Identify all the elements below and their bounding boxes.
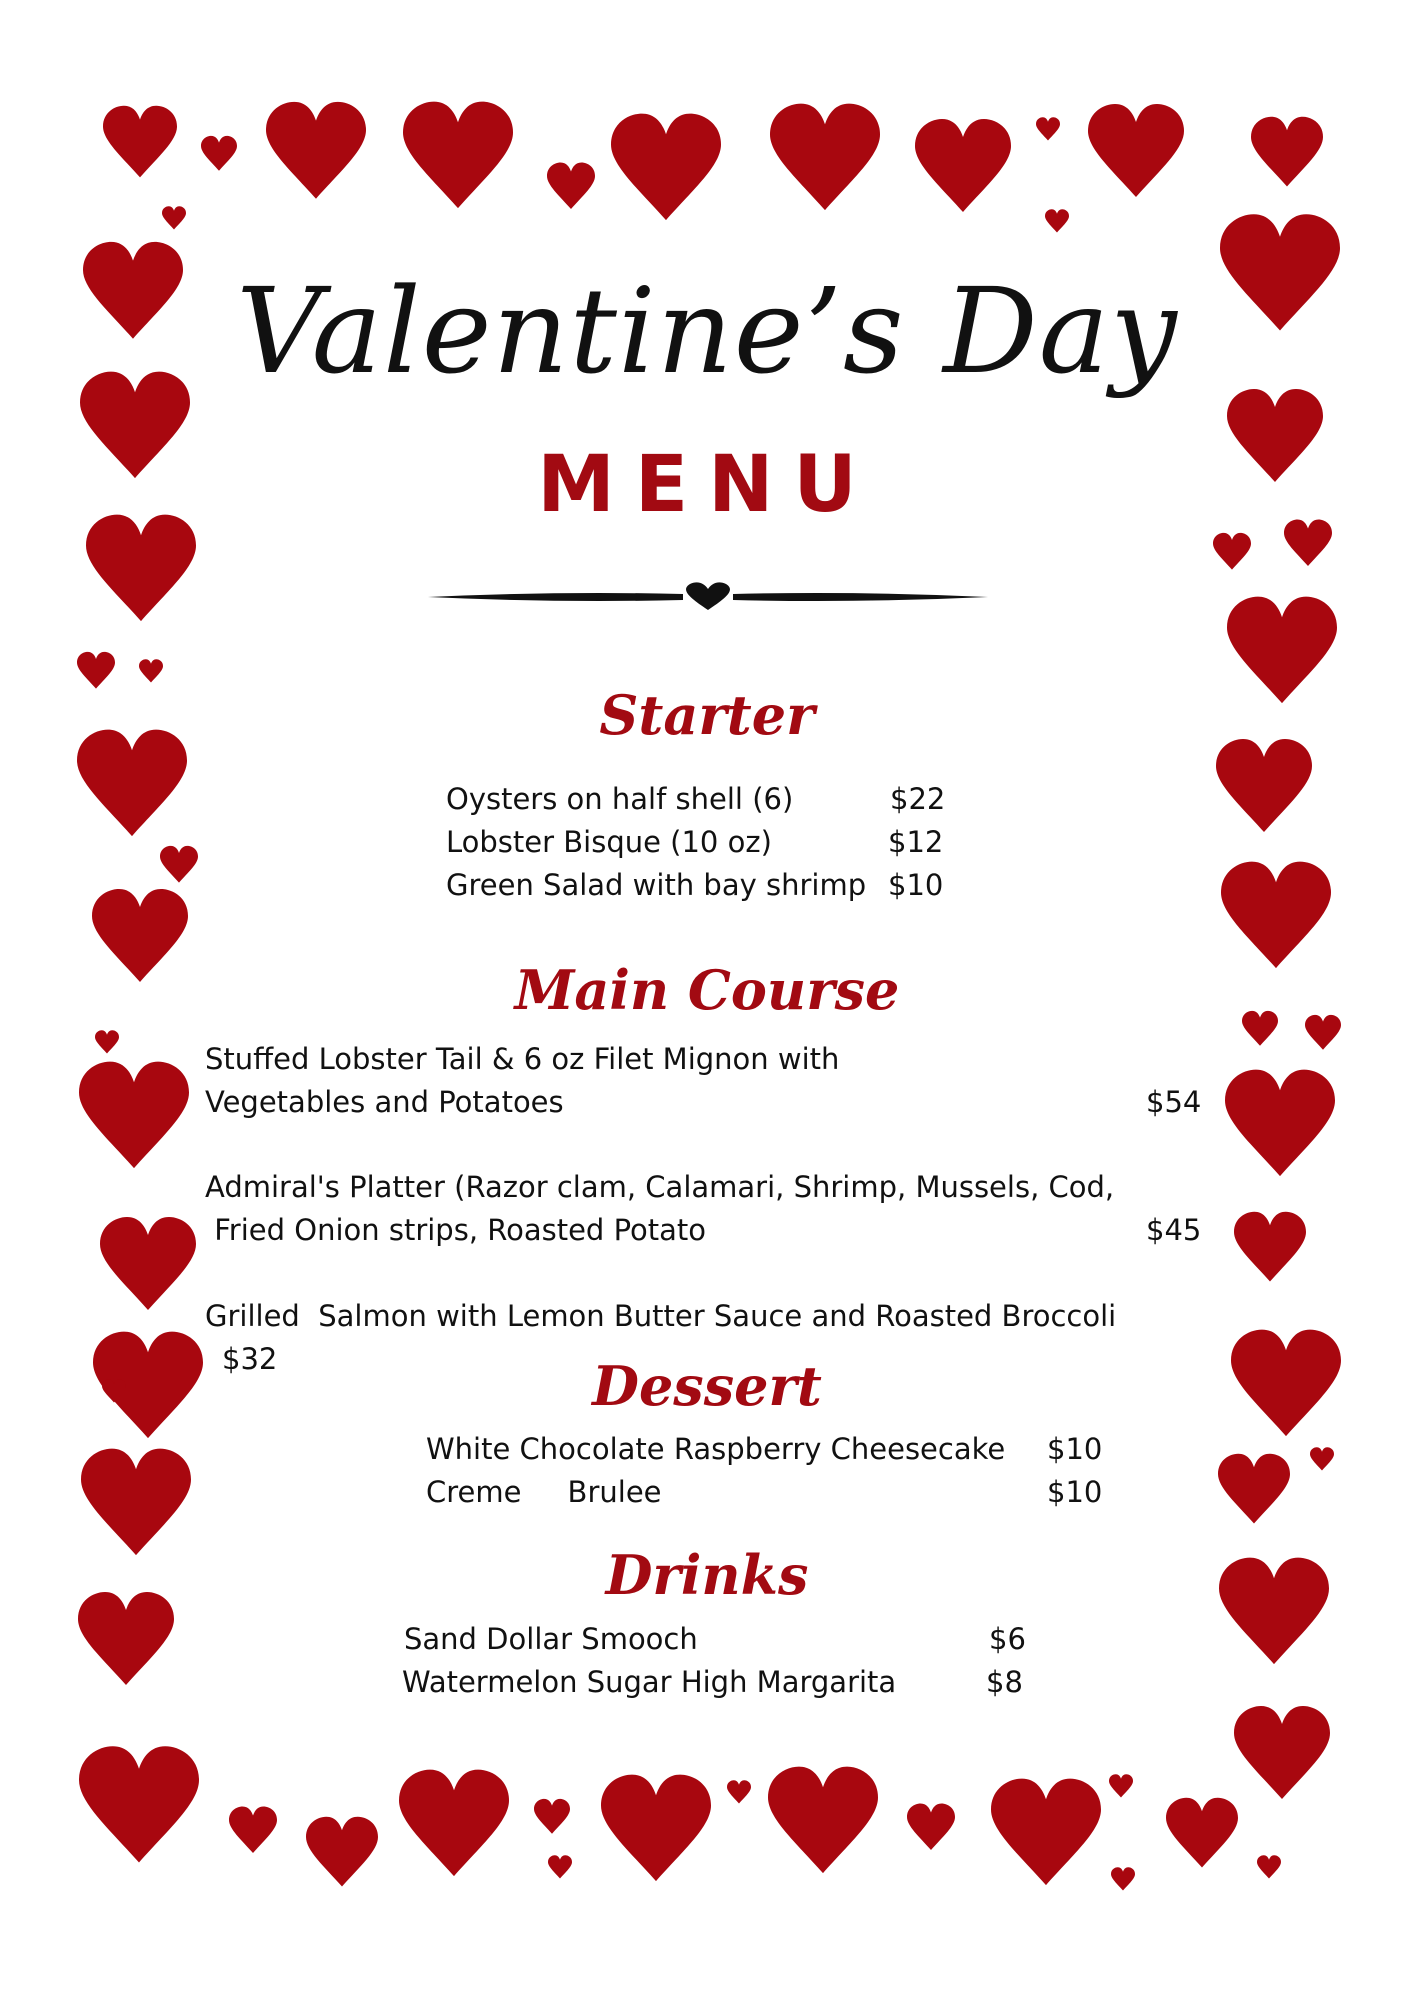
- main-course-title: Main Course: [514, 958, 900, 1022]
- dessert-title: Dessert: [592, 1354, 822, 1418]
- drinks-item-name: Watermelon Sugar High Margarita: [402, 1665, 897, 1699]
- heart-icon: [1251, 117, 1323, 187]
- heart-icon: [1225, 1070, 1335, 1177]
- heart-icon: [1216, 739, 1312, 832]
- dessert-item-price: $10: [1047, 1475, 1103, 1509]
- heart-icon: [81, 1449, 191, 1556]
- heart-icon: [95, 1030, 119, 1053]
- drinks-item-price: $6: [989, 1622, 1026, 1656]
- heart-icon: [100, 1217, 196, 1310]
- heart-icon: [399, 1770, 509, 1877]
- heart-icon: [229, 1807, 277, 1854]
- heart-icon: [160, 846, 198, 883]
- starter-title: Starter: [599, 683, 815, 747]
- heart-icon: [403, 102, 513, 209]
- heart-icon: [915, 119, 1011, 212]
- heart-icon: [86, 515, 196, 622]
- heart-icon: [1221, 862, 1331, 969]
- heart-icon: [1111, 1867, 1135, 1890]
- heart-icon: [201, 136, 237, 171]
- heart-icon: [1109, 1774, 1133, 1797]
- heart-icon: [103, 106, 177, 178]
- heart-icon: [547, 163, 595, 210]
- starter-item-name: Lobster Bisque (10 oz): [446, 825, 772, 859]
- drinks-item-name: Sand Dollar Smooch: [404, 1622, 698, 1656]
- heart-icon: [266, 102, 366, 199]
- heart-icon: [1088, 104, 1184, 197]
- main-item-price: $32: [222, 1342, 278, 1376]
- main-item-line: Admiral's Platter (Razor clam, Calamari, Shrimp, Mussels, Cod,: [205, 1170, 1115, 1204]
- heart-icon: [1036, 117, 1060, 140]
- starter-item-price: $10: [888, 868, 944, 902]
- main-item-line: Stuffed Lobster Tail & 6 oz Filet Mignon with: [205, 1042, 840, 1076]
- dessert-item-name: Creme Brulee: [426, 1475, 662, 1509]
- heart-icon: [548, 1855, 572, 1878]
- heart-icon: [1234, 1706, 1330, 1799]
- heart-icon: [768, 1767, 878, 1874]
- heart-icon: [770, 104, 880, 211]
- heart-icon: [601, 1775, 711, 1882]
- heart-icon: [1166, 1798, 1238, 1868]
- heart-icon: [1257, 1855, 1281, 1878]
- heart-icon: [907, 1804, 955, 1851]
- main-item-line: Fried Onion strips, Roasted Potato: [205, 1213, 707, 1247]
- heart-icon: [139, 659, 163, 682]
- heart-icon: [162, 206, 186, 229]
- dessert-item-price: $10: [1047, 1432, 1103, 1466]
- dessert-item-name: White Chocolate Raspberry Cheesecake: [426, 1432, 1006, 1466]
- heart-icon: [1218, 1454, 1290, 1524]
- heart-icon: [991, 1779, 1101, 1886]
- starter-item-name: Green Salad with bay shrimp: [446, 868, 867, 902]
- drinks-title: Drinks: [605, 1543, 809, 1607]
- main-item-price: $45: [1146, 1213, 1202, 1247]
- page-title: Valentine’s Day: [236, 262, 1178, 400]
- heart-icon: [534, 1799, 570, 1834]
- heart-icon: [1234, 1212, 1306, 1282]
- heart-icon: [611, 114, 721, 221]
- heart-icon: [306, 1817, 378, 1887]
- heart-icon: [79, 1062, 189, 1169]
- main-item-line: Grilled Salmon with Lemon Butter Sauce and Roasted Broccoli: [205, 1299, 1117, 1333]
- starter-item-name: Oysters on half shell (6): [446, 782, 794, 816]
- drinks-item-price: $8: [986, 1665, 1023, 1699]
- menu-subtitle: MENU: [537, 440, 877, 530]
- heart-icon: [79, 1746, 199, 1862]
- heart-icon: [1310, 1447, 1334, 1470]
- main-item-price: $54: [1146, 1085, 1202, 1119]
- starter-item-price: $22: [890, 782, 946, 816]
- heart-icon: [1213, 533, 1251, 570]
- starter-item-price: $12: [888, 825, 944, 859]
- main-item-line: Vegetables and Potatoes: [205, 1085, 564, 1119]
- divider-heart-icon: [428, 582, 988, 612]
- heart-icon: [727, 1780, 751, 1803]
- heart-icon: [1045, 209, 1069, 232]
